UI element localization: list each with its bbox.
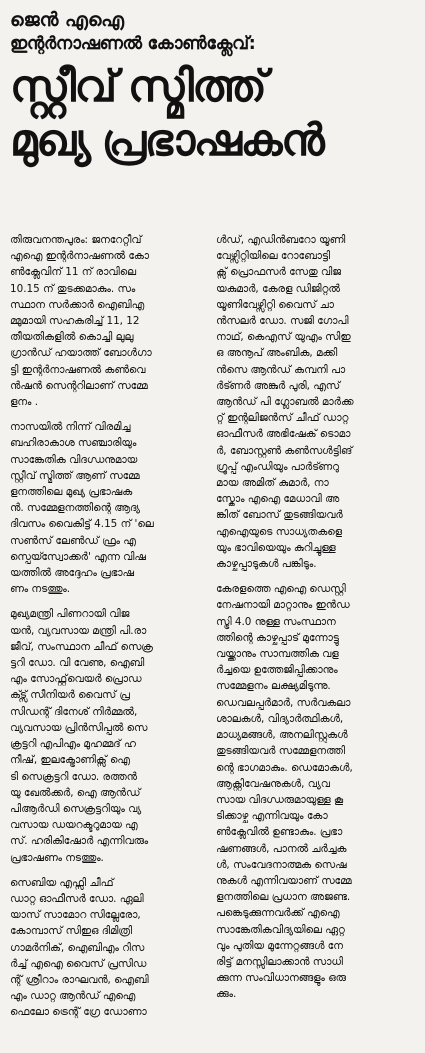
paragraph (216, 581, 414, 1002)
text-line: വസായ ഡയറക്ടറുമായ എ (10, 819, 138, 832)
text-line: ൺക്ലേവിന് 11 ന് രാവിലെ (10, 266, 137, 279)
text-line: ഒ അനൂപ് അംബിക, മക്കി (216, 347, 338, 360)
text-line: ബഹിരാകാശ സഞ്ചാരിയും (10, 437, 137, 450)
text-line: സൺസ് ലേൺഡ് ഫ്രം എ (10, 534, 136, 547)
text-line: എം ഡാറ്റ ആൻഡ് എഐ (10, 990, 136, 1003)
text-line: കേരളത്തെ എഐ ഡെസ്റ്റി (216, 583, 346, 596)
text-line: ത്തിന്റെ കാഴ്ചപ്പാട് മുന്നോട്ടു (216, 631, 339, 644)
paragraph (216, 232, 414, 572)
text-line: ഗ്രാൻഡ് ഹയാത്ത് ബോൾഗാ (10, 347, 152, 360)
text-line: സാങ്കേതികവിദ്യയിലെ ഏറ്റ (216, 923, 345, 936)
text-line: ളനം . (10, 396, 39, 409)
text-line: ക്സ് പ്രൊഫസർ സേതു വിജ (216, 266, 341, 279)
text-line: സ്റ്റീവ് സ്മിത്ത് ആണ് സമ്മേ (10, 469, 140, 482)
text-line: വും പുതിയ മുന്നേറ്റങ്ങൾ നേ (216, 939, 343, 952)
text-line: ഗാമർനിക്, ഐബിഎം റിസ (10, 941, 145, 954)
text-line: സ്. ഹരികിഷോർ എന്നിവരും (10, 835, 149, 848)
text-line: മ്മുമായി സഹകരിച്ച് 11, 12 (10, 315, 140, 328)
text-line: ങ്കിത് ബോസ് തുടങ്ങിയവർ (216, 509, 343, 522)
text-line: തിരുവനന്തപുരം: ജനറേറ്റീവ് (10, 234, 142, 246)
text-line: വ്യവസായ പ്രിൻസിപ്പൽ സെ (10, 721, 148, 734)
text-line: ൻസെ ആൻഡ് കമ്പനി പാ (216, 363, 346, 376)
text-line: ട്ടറി ഡോ. വി വേണു, ഐബി (10, 657, 145, 670)
text-line: സ്പെയ്സ്വോക്കർ' എന്ന വിഷ (10, 550, 146, 563)
article-column-2 (216, 232, 414, 1030)
text-line: കാഴ്ചപ്പാടുകൾ പങ്കിടും. (216, 558, 317, 571)
text-line: എഐ ഇന്റർനാഷണൽ കോ (10, 250, 150, 263)
text-line: ശാലകൾ, വിദ്യാർത്ഥികൾ, (216, 712, 344, 725)
text-line: ആൻഡ് പി ഗ്ലോബൽ മാർക്ക (216, 396, 354, 409)
text-line: തുടങ്ങിയവർ സമ്മേളനത്തി (216, 745, 345, 758)
text-line: ർച്ചയെ ഉത്തേജിപ്പിക്കാനും (216, 664, 338, 677)
text-line: സ്കോം എഐ മേധാവി അ (216, 493, 340, 506)
text-line: ൻഷൻ സെന്ററിലാണ് സമ്മേ (10, 379, 148, 392)
kicker-line-2: ഇന്റർനാഷണൽ കോൺക്ലേവ്: (10, 34, 256, 54)
text-line: ഡെവലപ്പർമാർ, സർവകലാ (216, 696, 351, 709)
text-line: സാങ്കേതിക വിദഗ്ധനുമായ (10, 453, 138, 466)
kicker-line-1: ജെൻ എഐ (10, 9, 125, 31)
text-line: വേഴ്സിറ്റിയിലെ റോബോട്ടി (216, 250, 331, 263)
text-line: ളനത്തിലെ പ്രധാന അജണ്ട. (216, 891, 351, 904)
text-line: യും ഭാവിയെയും കുറിച്ചുള്ള (216, 541, 336, 554)
text-line: സായ വിദഗ്ധരുമായുള്ള കൂ (216, 793, 344, 806)
text-line: ൾഡ്, എഡിൻബറോ യൂണി (216, 234, 346, 246)
text-line: രിട്ട് മനസ്സിലാക്കാൻ സാധി (216, 955, 343, 968)
text-line: ന്റെ ഭാഗമാകും. ഡെമോകൾ, (216, 761, 353, 774)
article-column-1 (10, 232, 208, 1030)
text-line: ഷണങ്ങൾ, പാനൽ ചർച്ചക (216, 842, 347, 855)
text-line: പങ്കെടുക്കുന്നവർക്ക് എഐ (216, 907, 340, 920)
headline-line-1: സ്റ്റീവ് സ്മിത്ത് (10, 61, 266, 112)
text-line: യത്തിൽ അദ്ദേഹം പ്രഭാഷ (10, 567, 134, 580)
text-line: സമ്മേളനം ലക്ഷ്യമിടുന്നു. (216, 680, 331, 693)
text-line: ജീവ്, സംസ്ഥാന ചീഫ് സെക്ര (10, 640, 153, 653)
text-line: യാസ് സാമോറ സില്ലേരോ, (10, 909, 141, 922)
text-line: സ്ട്രി 4.0 നുള്ള സംസ്ഥാന (216, 615, 336, 628)
text-line: ക്കുന്ന സംവിധാനങ്ങളും ഒരു (216, 972, 346, 985)
paragraph (10, 232, 208, 410)
article-body (10, 232, 415, 1030)
text-line: ൾ, സംവേദനാത്മക സെഷ (216, 858, 347, 871)
text-line: പിആർഡി സെക്രട്ടറിയും വ്യ (10, 802, 142, 815)
text-line: ഗ്രൂപ്പ് എംഡിയും പാർട്ണറു (216, 460, 339, 473)
text-line: യൂണിവേഴ്സിറ്റി വൈസ് ചാ (216, 298, 334, 311)
text-line: ഫെലോ ട്രെന്റ് ഗ്രേ ഡോണാ (10, 1006, 147, 1019)
text-line: 10.15 ന് തുടക്കമാകും. സം (10, 282, 136, 295)
text-line: കോമ്പാസ് സിഇഒ ദിമിത്രി (10, 925, 133, 938)
text-line: മാധ്യമങ്ങൾ, അനലിസ്റ്റുകൾ (216, 729, 348, 742)
text-line: സെബിയ എഫ്സി ചീഫ് (10, 876, 114, 889)
headline (10, 60, 415, 168)
paragraph (10, 606, 208, 865)
text-line: ർട്ണർ അങ്കുർ പുരി, എസ് (216, 379, 340, 392)
text-line: ണം നടത്തും. (10, 583, 71, 596)
text-line: ളനത്തിലെ മുഖ്യ പ്രഭാഷക (10, 486, 133, 499)
paragraph (10, 419, 208, 597)
text-line: ഡാറ്റ ഓഫീസർ ഡോ. ഏലി (10, 892, 144, 905)
text-line: ടി സെക്രട്ടറി ഡോ. രത്തൻ (10, 770, 137, 783)
text-line: നാസയിൽ നിന്ന് വിരമിച്ച (10, 421, 131, 434)
text-line: യു ഖേൽക്കർ, ഐ ആൻഡ് (10, 786, 141, 799)
text-line: ൺക്ലേവിൽ ഉണ്ടാകും. പ്രഭാ (216, 826, 343, 839)
text-line: ഓഫീസർ അഭിഷേക് ടൊമാ (216, 428, 351, 441)
text-line: ക്ട്സ് സീനിയർ വൈസ് പ്ര (10, 689, 130, 702)
text-line: എം സോഫ്റ്റ്‌വെയർ പ്രൊഡ (10, 673, 142, 686)
text-line: ടിക്കാഴ്ച എന്നിവയും കോ (216, 810, 328, 823)
text-line: വയ്ക്കാനും സാമ്പത്തിക വള (216, 648, 339, 661)
text-line: നാഥ്, കെഎസ് യുഎം സിഇ (216, 331, 351, 344)
text-line: സ്ഥാന സർക്കാർ ഐബിഎ (10, 298, 145, 311)
text-line: യൻ, വ്യവസായ മന്ത്രി പി.രാ (10, 624, 147, 637)
text-line: നീഷ്, ഇലക്ട്രോണിക്സ് ഐ (10, 754, 130, 767)
text-line: മായ അമിത് കുമാർ, നാ (216, 477, 329, 490)
text-line: തീയതികളിൽ കൊച്ചി ലുലു (10, 331, 134, 344)
text-line: ൻസലർ ഡോ. സജി ഗോപി (216, 315, 349, 328)
text-line: റ്റ് ഇന്റലിജൻസ് ചീഫ് ഡാറ്റ (216, 412, 349, 425)
text-line: ർച്ച് എഐ വൈസ് പ്രസിഡ (10, 957, 147, 970)
text-line: ക്രട്ടറി എപിഎം മുഹമ്മദ് ഹ (10, 738, 136, 751)
paragraph (10, 875, 208, 1021)
text-line: ട്ടി ഇന്റർനാഷണൽ കൺവെ (10, 363, 146, 376)
text-line: സിഡന്റ് ദിനേശ് നിർമ്മൽ, (10, 705, 138, 718)
text-line: ക്കും. (216, 988, 237, 1001)
text-line: ദിവസം വൈകിട്ട് 4.15 ന് 'ലെ (10, 518, 154, 531)
text-line: മുഖ്യമന്ത്രി പിണറായി വിജ (10, 608, 130, 621)
text-line: നേഷനായി മാറ്റാനും ഇൻഡ (216, 599, 350, 612)
text-line: എഐയുടെ സാധ്യതകളെ (216, 525, 343, 538)
headline-line-2: മുഖ്യ പ്രഭാഷകൻ (10, 115, 324, 166)
text-line: യകുമാർ, കേരള ഡിജിറ്റൽ (216, 282, 340, 295)
text-line: പ്രഭാഷണം നടത്തും. (10, 851, 104, 864)
text-line: നുകൾ എന്നിവയാണ് സമ്മേ (216, 874, 352, 887)
text-line: ർ, ബോസ്റ്റൺ കൺസൾട്ടിങ് (216, 444, 353, 457)
text-line: ന്റ് ശ്രീറാം രാഘവൻ, ഐബി (10, 973, 149, 986)
text-line: ആക്റ്റിവേഷനുകൾ, വ്യവ (216, 777, 330, 790)
text-line: ൻ. സമ്മേളനത്തിന്റെ ആദ്യ (10, 502, 140, 515)
